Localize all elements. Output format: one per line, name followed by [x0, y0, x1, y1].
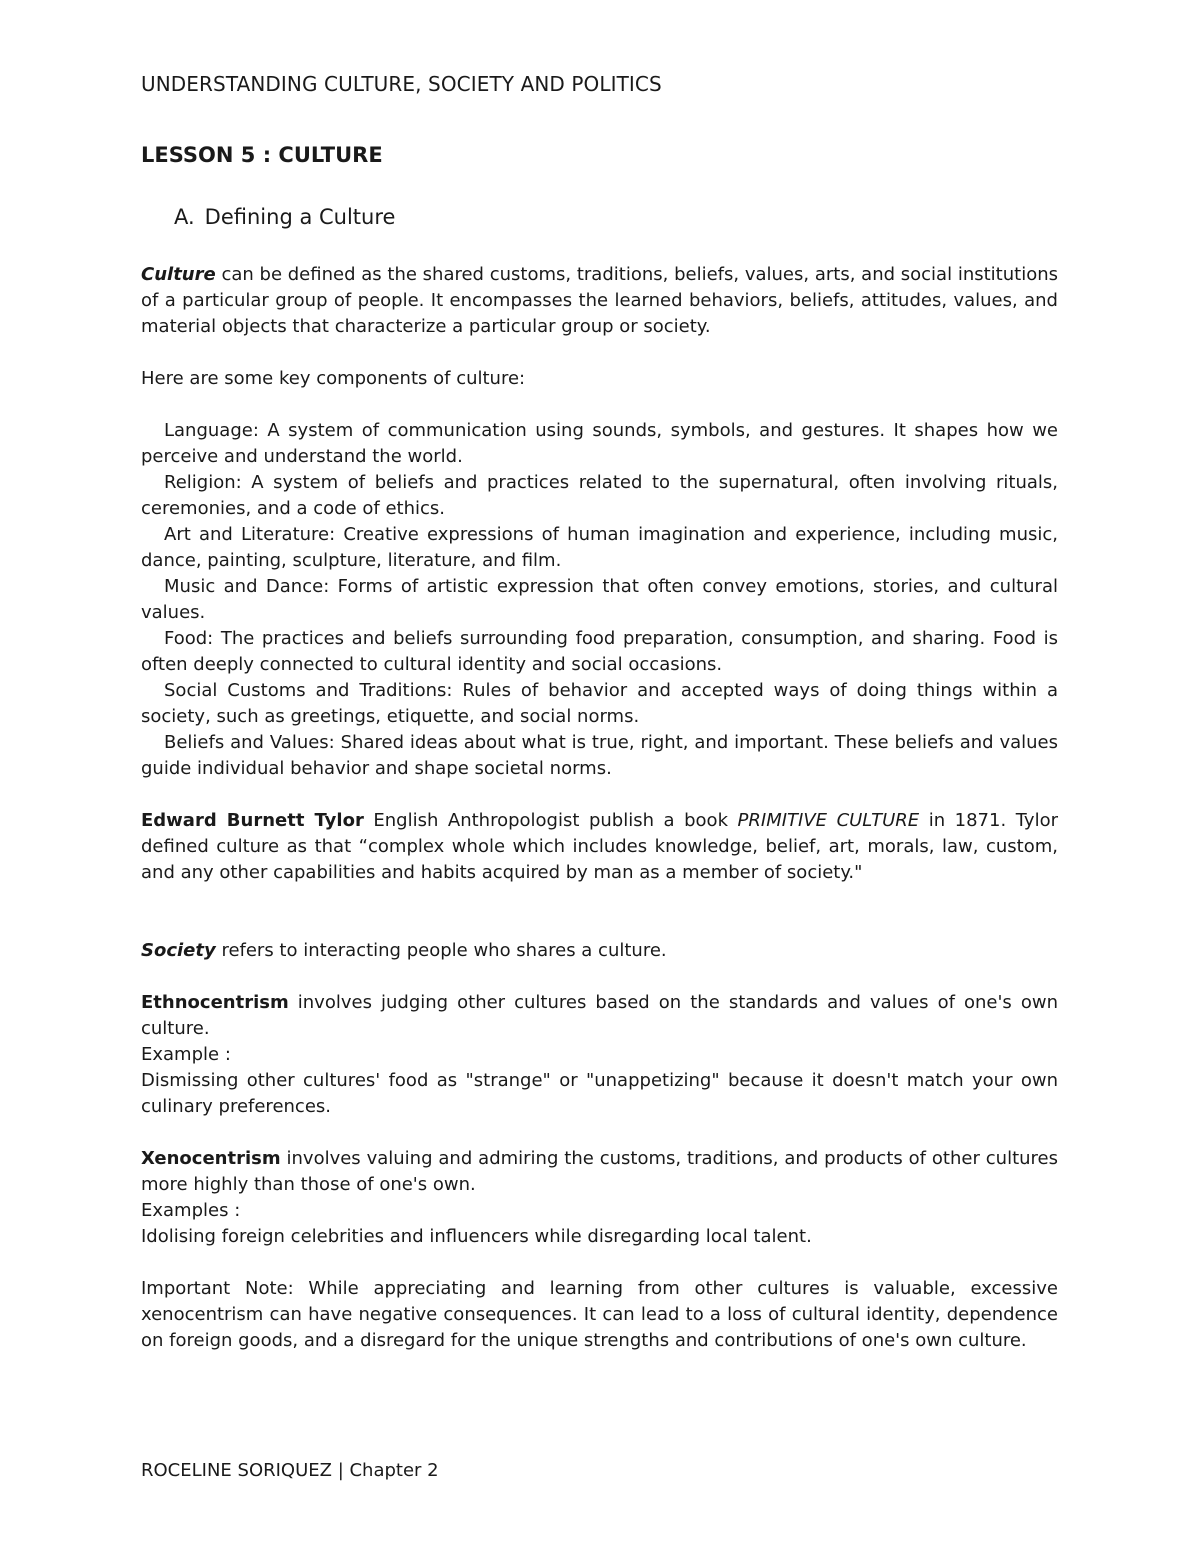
- society-term: Society: [141, 940, 216, 961]
- xenocentrism-example: Idolising foreign celebrities and influencers while disregarding local talent.: [141, 1226, 812, 1247]
- section-letter: A.: [174, 205, 195, 229]
- tylor-book-title: PRIMITIVE CULTURE: [737, 810, 920, 831]
- page-footer: ROCELINE SORIQUEZ | Chapter 2: [141, 1460, 439, 1481]
- ethnocentrism-definition-text: involves judging other cultures based on the standards and values of one's own culture.: [141, 992, 1058, 1039]
- society-definition: [141, 938, 1058, 964]
- component-item: Art and Literature: Creative expressions of human imagination and experience, including music, dance, painting, sculpture, literature, and film.: [141, 524, 1058, 571]
- ethnocentrism-term: Ethnocentrism: [141, 992, 289, 1013]
- section-heading-text: Defining a Culture: [204, 205, 396, 229]
- tylor-text-before: English Anthropologist publish a book: [363, 810, 738, 831]
- important-note: Important Note: While appreciating and learning from other cultures is valuable, excessive xenocentrism can have negative consequences. It can lead to a loss of cultural identity, dependence on foreign goods, and a disregard for the unique strengths and contributions of one's own culture.: [141, 1278, 1058, 1351]
- component-item: Beliefs and Values: Shared ideas about what is true, right, and important. These beliefs and values guide individual behavior and shape societal norms.: [141, 732, 1058, 779]
- xenocentrism-definition-text: involves valuing and admiring the customs, traditions, and products of other cultures more highly than those of one's own.: [141, 1148, 1058, 1195]
- tylor-paragraph: [141, 808, 1058, 886]
- culture-term: Culture: [141, 264, 216, 285]
- document-body: [141, 262, 1058, 1354]
- ethnocentrism-example-label: Example :: [141, 1044, 231, 1065]
- component-item: Religion: A system of beliefs and practices related to the supernatural, often involving rituals, ceremonies, and a code of ethics.: [141, 472, 1058, 519]
- components-intro: Here are some key components of culture:: [141, 368, 526, 389]
- ethnocentrism-definition: [141, 990, 1058, 1042]
- xenocentrism-term: Xenocentrism: [141, 1148, 281, 1169]
- culture-definition-text: can be defined as the shared customs, traditions, beliefs, values, arts, and social institutions of a particular group of people. It encompasses the learned behaviors, beliefs, attitudes, values, and material objects that characterize a particular group or society.: [141, 264, 1058, 337]
- course-title: UNDERSTANDING CULTURE, SOCIETY AND POLITICS: [141, 72, 662, 96]
- tylor-text-after: in 1871. Tylor defined culture as that “complex whole which includes knowledge, belief, art, morals, law, custom, and any other capabilities and habits acquired by man as a member of society.": [141, 810, 1058, 883]
- society-definition-text: refers to interacting people who shares a culture.: [215, 940, 667, 961]
- xenocentrism-example-label: Examples :: [141, 1200, 241, 1221]
- culture-definition: [141, 262, 1058, 340]
- component-item: Music and Dance: Forms of artistic expression that often convey emotions, stories, and cultural values.: [141, 576, 1058, 623]
- component-item: Food: The practices and beliefs surrounding food preparation, consumption, and sharing. Food is often deeply connected to cultural identity and social occasions.: [141, 628, 1058, 675]
- ethnocentrism-example: Dismissing other cultures' food as "strange" or "unappetizing" because it doesn't match your own culinary preferences.: [141, 1070, 1058, 1117]
- component-item: Social Customs and Traditions: Rules of behavior and accepted ways of doing things within a society, such as greetings, etiquette, and social norms.: [141, 680, 1058, 727]
- component-item: Language: A system of communication using sounds, symbols, and gestures. It shapes how we perceive and understand the world.: [141, 420, 1058, 467]
- section-heading: [174, 205, 395, 229]
- lesson-title: LESSON 5 : CULTURE: [141, 143, 383, 167]
- document-page: [141, 0, 1058, 1553]
- xenocentrism-definition: [141, 1146, 1058, 1198]
- tylor-name: Edward Burnett Tylor: [141, 810, 364, 831]
